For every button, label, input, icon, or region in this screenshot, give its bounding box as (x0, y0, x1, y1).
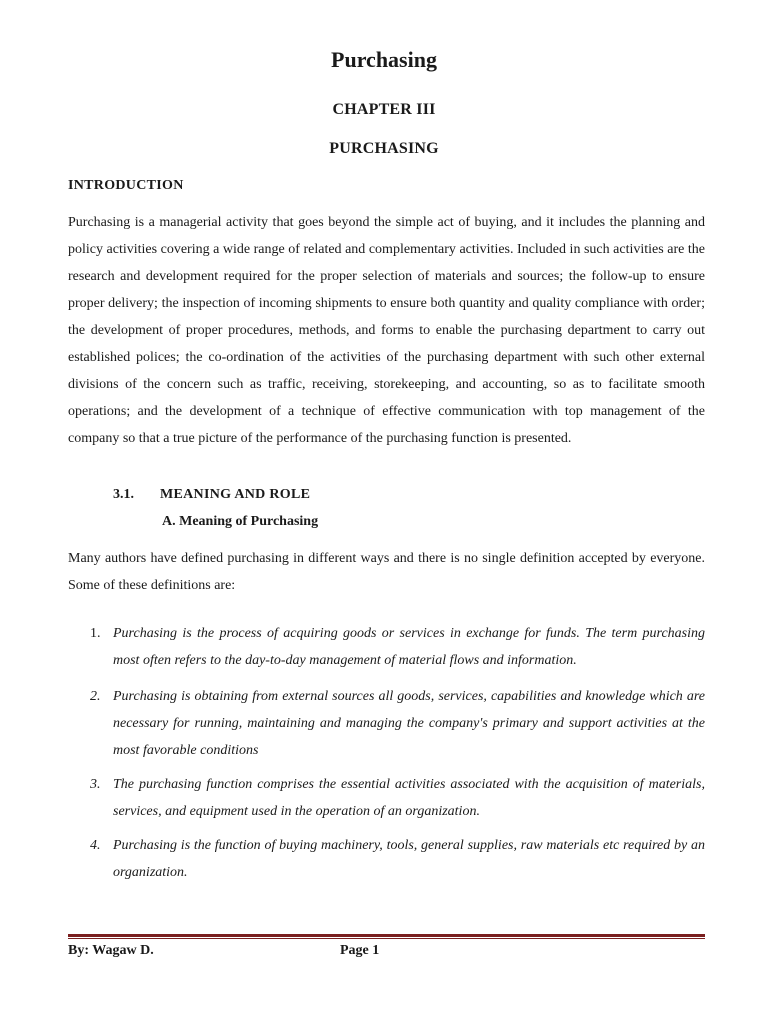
list-item (90, 620, 705, 674)
list-item-text: The purchasing function comprises the essential activities associated with the acquisition of materials, services, and equipment used in the operation of an organization. (113, 777, 705, 819)
footer-author: By: Wagaw D. (68, 943, 154, 958)
chapter-label: CHAPTER III (332, 101, 436, 118)
footer-rule (68, 934, 705, 937)
list-item (90, 683, 705, 764)
intro-paragraph: Purchasing is a managerial activity that goes beyond the simple act of buying, and it includes the planning and policy activities covering a wide range of related and complementary activities. Included in such activities are the research and development required for the proper selection of materials and sources; the follow-up to ensure proper delivery; the inspection of incoming shipments to ensure both quantity and quality compliance with order; the development of proper procedures, methods, and forms to enable the purchasing department to carry out established polices; the co-ordination of the activities of the purchasing department with such other external divisions of the concern such as traffic, receiving, storekeeping, and accounting, so as to facilitate smooth operations; and the development of a technique of effective communication with top management of the company so that a true picture of the performance of the purchasing function is presented. (68, 215, 705, 446)
list-item-text: Purchasing is the process of acquiring goods or services in exchange for funds. The term purchasing most often refers to the day-to-day management of material flows and information. (113, 626, 705, 668)
list-item-text: Purchasing is obtaining from external sources all goods, services, capabilities and knowledge which are necessary for running, maintaining and managing the company's primary and support activities at the most favorable conditions (113, 689, 705, 758)
list-item-number: 4. (90, 838, 101, 853)
chapter-title: PURCHASING (329, 140, 439, 157)
list-item-text: Purchasing is the function of buying machinery, tools, general supplies, raw materials etc required by an organization. (113, 838, 705, 880)
list-item (90, 771, 705, 825)
section-number: 3.1. (113, 487, 134, 502)
list-item-number: 1. (90, 626, 101, 641)
list-item (90, 832, 705, 886)
footer-rule-thin (68, 938, 705, 939)
subsection-heading: A. Meaning of Purchasing (162, 514, 319, 529)
header-title: Purchasing (331, 47, 437, 72)
footer-page-number: Page 1 (340, 943, 380, 958)
section-title: MEANING AND ROLE (160, 487, 311, 502)
list-item-number: 2. (90, 689, 101, 704)
list-item-number: 3. (90, 777, 101, 792)
intro-heading: INTRODUCTION (68, 178, 184, 193)
definitions-intro: Many authors have defined purchasing in different ways and there is no single definition accepted by everyone. Some of these definitions are: (68, 551, 705, 593)
